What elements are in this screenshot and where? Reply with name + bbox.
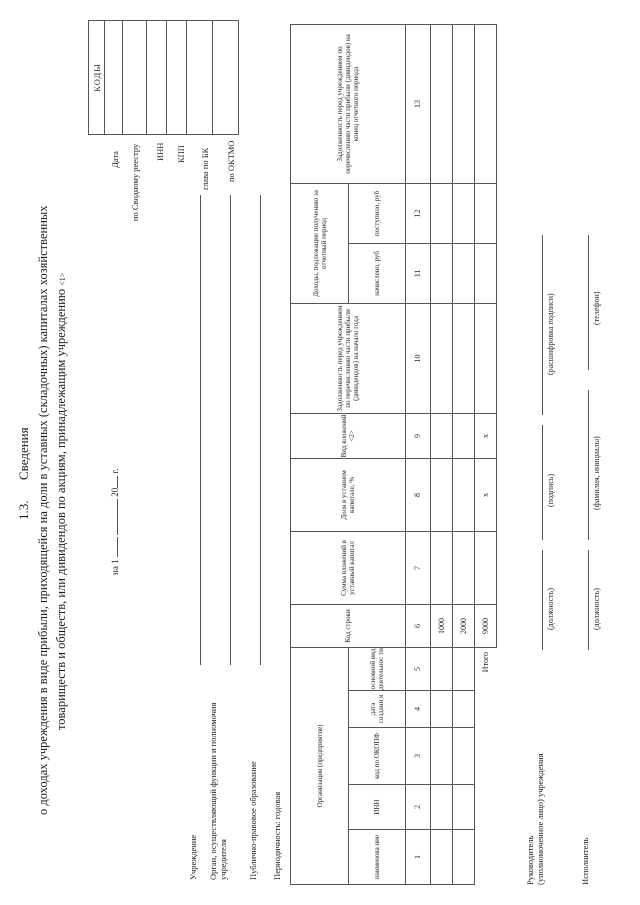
table-row xyxy=(453,24,475,884)
form-title: Сведения xyxy=(16,427,31,480)
total-debt-end-cell[interactable] xyxy=(475,24,497,183)
total-received-cell[interactable] xyxy=(475,183,497,243)
organ-label-line1: Орган, осуществляющий функции и полномочия xyxy=(208,702,218,880)
activity-header: основной вид деятельнос ти xyxy=(349,647,406,690)
public-entity-field[interactable] xyxy=(260,195,261,665)
code-oktmo-cell[interactable] xyxy=(213,21,239,135)
invest-type-cell[interactable] xyxy=(431,413,453,458)
col-number: 11 xyxy=(406,243,431,303)
section-number: 1.3. xyxy=(16,500,31,520)
codes-table xyxy=(88,20,239,135)
name-cell[interactable] xyxy=(431,830,453,885)
created-header: дата создани я xyxy=(349,691,406,728)
form-subtitle-line2: товариществ и обществ, или дивидендов по акциям, принадлежащим учреждению <1> xyxy=(54,272,68,730)
debt-start-header: Задолженность перед учреждением по перечислению части прибыли (дивидендов) на начало года xyxy=(291,303,406,413)
col-number: 2 xyxy=(406,785,431,830)
public-entity-label: Публично-правовое образование xyxy=(248,761,258,880)
debt-start-cell[interactable] xyxy=(453,303,475,413)
main-table xyxy=(290,24,497,885)
col-number: 10 xyxy=(406,303,431,413)
okopf-cell[interactable] xyxy=(431,728,453,785)
code-label-bk: глава по БК xyxy=(200,147,210,190)
code-label-registry: по Сводному реестру xyxy=(130,143,140,221)
invest-sum-header: Сумма вложений в уставный капитал xyxy=(291,531,406,604)
col-number: 6 xyxy=(406,604,431,647)
date-year-blank[interactable] xyxy=(117,476,118,488)
code-inn-cell[interactable] xyxy=(147,21,167,135)
share-cell[interactable] xyxy=(431,458,453,531)
code-kpp-cell[interactable] xyxy=(167,21,187,135)
executor-label: Исполнитель xyxy=(580,837,590,885)
col-number: 8 xyxy=(406,458,431,531)
periodicity-label: Периодичность: годовая xyxy=(272,791,282,880)
date-day-blank[interactable] xyxy=(117,537,118,557)
col-number: 4 xyxy=(406,691,431,728)
income-group-header: Доходы, подлежащие получению за отчетный период xyxy=(291,183,349,303)
column-numbers-row xyxy=(406,24,431,884)
caption-executor-position: (должность) xyxy=(592,588,601,630)
org-group-header: Организация (предприятие) xyxy=(291,647,349,884)
caption-phone: (телефон) xyxy=(592,291,601,325)
received-cell[interactable] xyxy=(431,183,453,243)
activity-cell[interactable] xyxy=(431,647,453,690)
created-cell[interactable] xyxy=(431,691,453,728)
invest-sum-cell[interactable] xyxy=(431,531,453,604)
head-label-line1: Руководитель xyxy=(525,835,535,885)
code-label-inn: ИНН xyxy=(155,142,165,161)
total-accrued-cell[interactable] xyxy=(475,243,497,303)
accrued-cell[interactable] xyxy=(453,243,475,303)
total-row xyxy=(475,24,497,884)
okopf-header: код по ОКОПФ xyxy=(349,728,406,785)
col-number: 12 xyxy=(406,183,431,243)
name-cell[interactable] xyxy=(453,830,475,885)
col-number: 3 xyxy=(406,728,431,785)
form-subtitle-line1: о доходах учреждения в виде прибыли, приходящейся на доли в уставных (складочных) капиталах хозяйственных xyxy=(36,205,50,815)
head-position-field[interactable] xyxy=(542,550,543,650)
debt-end-cell[interactable] xyxy=(453,24,475,183)
head-signature-field[interactable] xyxy=(542,425,543,540)
invest-type-header: Вид вложений <2> xyxy=(291,413,406,458)
col-number: 9 xyxy=(406,413,431,458)
total-type-cell: x xyxy=(475,413,497,458)
accrued-header: начислено, руб xyxy=(349,243,406,303)
okopf-cell[interactable] xyxy=(453,728,475,785)
share-header: Доля в уставном капитале, % xyxy=(291,458,406,531)
institution-field[interactable] xyxy=(200,195,201,665)
executor-fio-field[interactable] xyxy=(588,390,589,540)
col-number: 13 xyxy=(406,24,431,183)
date-month-blank[interactable] xyxy=(117,499,118,535)
debt-end-header: Задолженность перед учреждением по перечислению части прибыли (дивидендов) на конец отчетного периода xyxy=(291,24,406,183)
share-cell[interactable] xyxy=(453,458,475,531)
code-registry-cell[interactable] xyxy=(123,21,147,135)
institution-label: Учреждение xyxy=(188,834,198,880)
caption-fio: (фамилия, инициалы) xyxy=(592,436,601,510)
inn-header: ИНН xyxy=(349,785,406,830)
code-date-cell[interactable] xyxy=(105,21,123,135)
organ-label-line2: учредителя xyxy=(218,839,228,880)
total-sum-cell[interactable] xyxy=(475,531,497,604)
code-bk-cell[interactable] xyxy=(187,21,213,135)
executor-position-field[interactable] xyxy=(588,550,589,650)
head-label-line2: (уполномоченное лицо) учреждения xyxy=(535,753,545,885)
executor-phone-field[interactable] xyxy=(588,235,589,370)
col-number: 5 xyxy=(406,647,431,690)
received-cell[interactable] xyxy=(453,183,475,243)
code-label-date: Дата xyxy=(110,151,120,168)
total-label: Итого xyxy=(475,647,497,884)
code-label-oktmo: по ОКТМО xyxy=(226,140,236,182)
row-code-cell: 1000 xyxy=(431,604,453,647)
total-debt-start-cell[interactable] xyxy=(475,303,497,413)
row-code-header: Код строки xyxy=(291,604,406,647)
total-share-cell: x xyxy=(475,458,497,531)
inn-cell[interactable] xyxy=(453,785,475,830)
received-header: поступило, руб xyxy=(349,183,406,243)
codes-header: КОДЫ xyxy=(89,21,105,135)
col-number: 1 xyxy=(406,830,431,885)
accrued-cell[interactable] xyxy=(431,243,453,303)
row-code-cell: 2000 xyxy=(453,604,475,647)
invest-type-cell[interactable] xyxy=(453,413,475,458)
code-label-kpp: КПП xyxy=(176,145,186,163)
organ-field[interactable] xyxy=(230,195,231,665)
table-row xyxy=(431,24,453,884)
total-code-cell: 9000 xyxy=(475,604,497,647)
created-cell[interactable] xyxy=(453,691,475,728)
caption-decoding: (расшифровка подписи) xyxy=(546,293,555,375)
header-row-1 xyxy=(291,24,349,884)
report-date-line: на 1 20 г. xyxy=(110,468,120,575)
caption-signature: (подпись) xyxy=(546,473,555,507)
head-decoding-field[interactable] xyxy=(542,235,543,415)
name-header: наименова ние xyxy=(349,830,406,885)
inn-cell[interactable] xyxy=(431,785,453,830)
invest-sum-cell[interactable] xyxy=(453,531,475,604)
debt-end-cell[interactable] xyxy=(431,24,453,183)
caption-position: (должность) xyxy=(546,588,555,630)
col-number: 7 xyxy=(406,531,431,604)
activity-cell[interactable] xyxy=(453,647,475,690)
debt-start-cell[interactable] xyxy=(431,303,453,413)
